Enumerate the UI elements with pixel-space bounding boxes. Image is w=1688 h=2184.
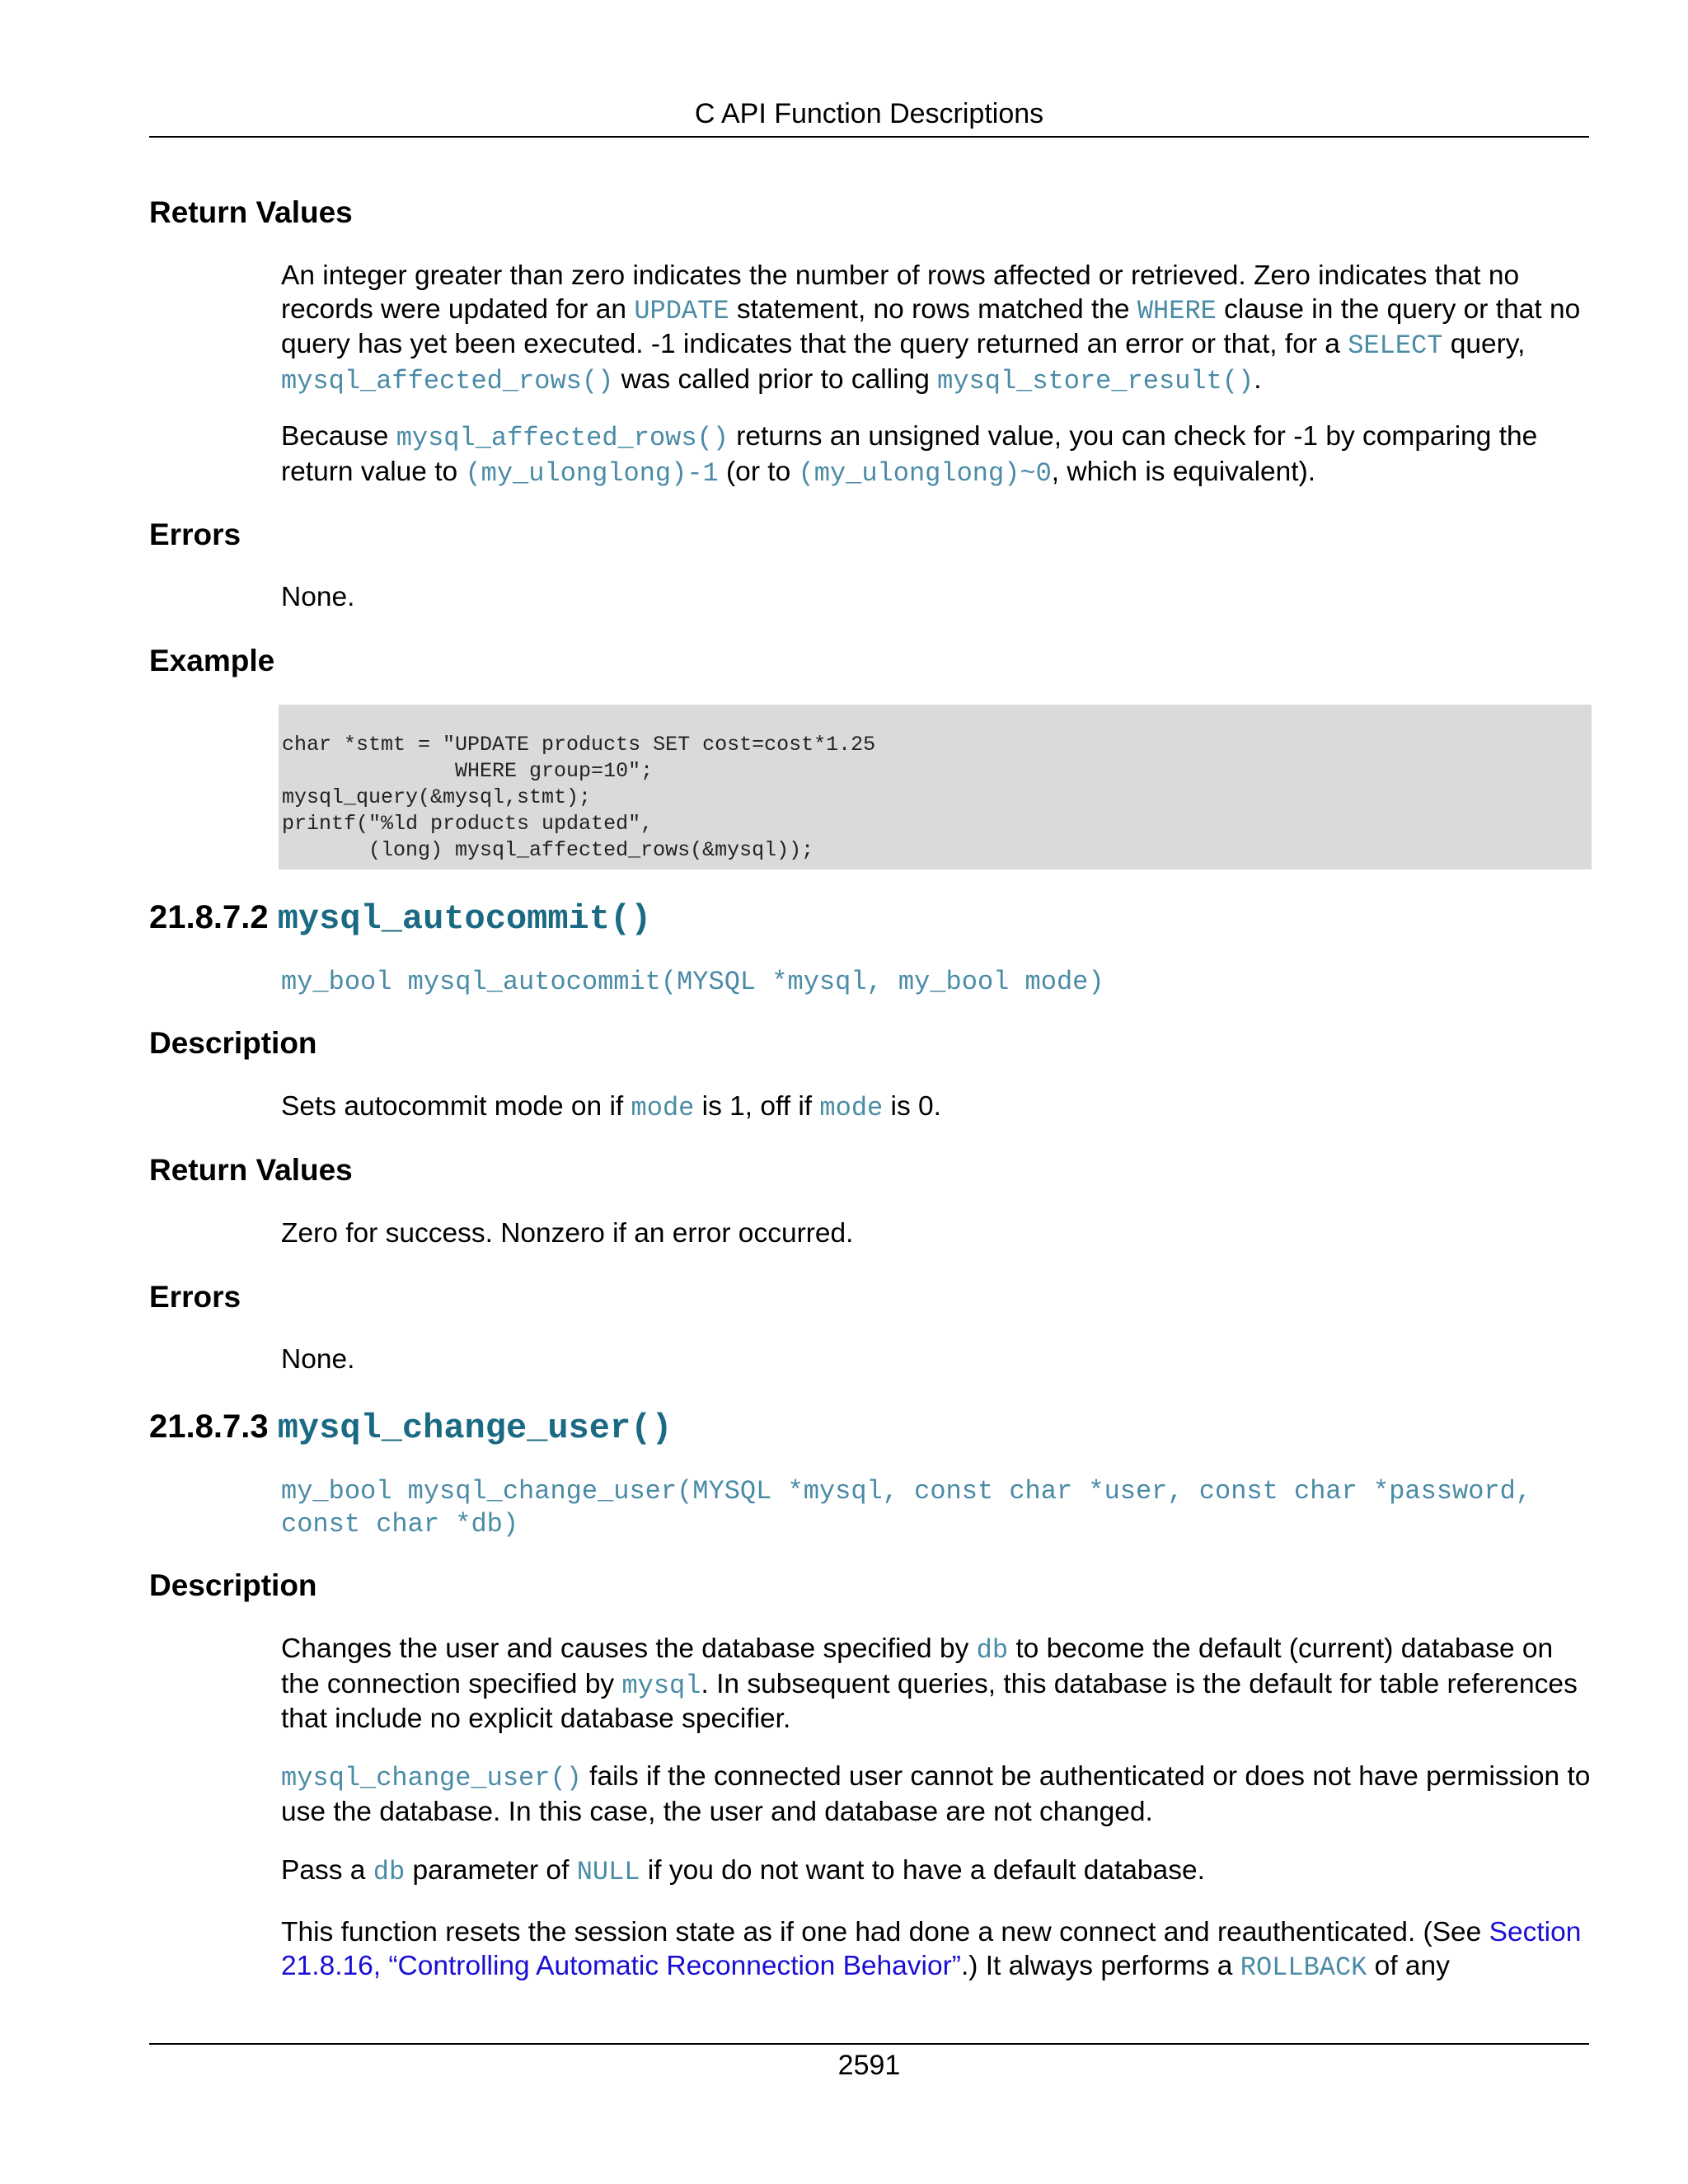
- header-rule: [149, 136, 1589, 138]
- code-mysql-store-result: mysql_store_result(): [937, 365, 1254, 396]
- text: fails if the connected user cannot be authenticated or does not have permission to use the database. In this case, the user and database are not changed.: [281, 1761, 1591, 1827]
- text: if you do not want to have a default database.: [640, 1855, 1205, 1886]
- errors-heading: Errors: [149, 1280, 241, 1314]
- section-heading-mysql-autocommit: [149, 896, 651, 940]
- description-heading: Description: [149, 1568, 317, 1602]
- page-header-title: C API Function Descriptions: [694, 98, 1044, 129]
- text: statement, no rows matched the: [729, 293, 1137, 325]
- code-mode: mode: [819, 1093, 884, 1123]
- text: Changes the user and causes the database specified by: [281, 1633, 977, 1664]
- errors-text: None.: [281, 582, 355, 612]
- code-db: db: [373, 1857, 406, 1887]
- text: .) It always performs a: [960, 1950, 1240, 1981]
- section-number: 21.8.7.2: [149, 899, 269, 935]
- text: query,: [1442, 329, 1526, 359]
- text: was called prior to calling: [613, 363, 938, 395]
- code-where: WHERE: [1137, 295, 1217, 326]
- code-select: SELECT: [1348, 330, 1443, 361]
- code-null: NULL: [576, 1857, 640, 1887]
- section-link[interactable]: Section 21.8.16, “Controlling Automatic Reconnection Behavior”: [281, 1917, 1582, 1981]
- function-name: mysql_autocommit(): [277, 899, 652, 939]
- text: of any: [1367, 1950, 1450, 1981]
- description-paragraph-1: [281, 1633, 1592, 1736]
- code-db: db: [976, 1635, 1009, 1666]
- function-name: mysql_change_user(): [277, 1408, 673, 1448]
- code-mysql-change-user: mysql_change_user(): [281, 1763, 582, 1793]
- return-values-text: Zero for success. Nonzero if an error occurred.: [281, 1218, 854, 1249]
- footer-rule: [149, 2043, 1589, 2045]
- example-code-block: [279, 705, 1592, 869]
- return-values-heading: Return Values: [149, 1153, 353, 1187]
- description-paragraph-3: [281, 1854, 1592, 1890]
- errors-heading: Errors: [149, 518, 241, 551]
- code-ulonglong-tilde-zero: (my_ulonglong)~0: [798, 457, 1052, 489]
- text: This function resets the session state as if one had done a new connect and reauthenticated. (See: [281, 1917, 1489, 1947]
- section-number: 21.8.7.3: [149, 1408, 269, 1445]
- text: Pass a: [281, 1855, 373, 1886]
- code-mysql-affected-rows: mysql_affected_rows(): [281, 365, 614, 396]
- text: Sets autocommit mode on if: [281, 1091, 631, 1122]
- code-mode: mode: [631, 1093, 695, 1123]
- errors-text: None.: [281, 1344, 355, 1375]
- text: is 0.: [883, 1091, 941, 1122]
- code-ulonglong-minus-one: (my_ulonglong)-1: [465, 457, 719, 489]
- text: An integer greater than zero indicates the number of rows affected or retrieved. Zero indicates that no records were updated for an: [281, 260, 1520, 325]
- section-heading-mysql-change-user: [149, 1405, 673, 1450]
- text: to become the default (current) database on the connection specified by: [281, 1633, 1554, 1699]
- text: . In subsequent queries, this database is the default for table references that include no explicit database specifier.: [281, 1668, 1578, 1734]
- description-text: [281, 1090, 1592, 1126]
- description-heading: Description: [149, 1026, 317, 1060]
- text: returns an unsigned value, you can check for -1 by comparing the return value to: [281, 421, 1538, 487]
- code-mysql: mysql: [621, 1670, 701, 1701]
- description-paragraph-2: [281, 1760, 1592, 1829]
- page-number: 2591: [837, 2050, 901, 2081]
- return-values-heading: Return Values: [149, 195, 353, 229]
- return-values-paragraph-1: [281, 260, 1592, 398]
- text: clause in the query or that no query has yet been executed. -1 indicates that the query returned an error or that, for a: [281, 293, 1581, 359]
- code-rollback: ROLLBACK: [1240, 1952, 1367, 1983]
- code-mysql-affected-rows: mysql_affected_rows(): [396, 423, 729, 453]
- return-values-paragraph-2: [281, 420, 1592, 490]
- function-signature: my_bool mysql_change_user(MYSQL *mysql, const char *user, const char *password, const char *db): [281, 1476, 1532, 1540]
- text: , which is equivalent).: [1051, 456, 1316, 487]
- text: Because: [281, 421, 396, 452]
- example-heading: Example: [149, 644, 275, 677]
- example-code: char *stmt = "UPDATE products SET cost=cost*1.25 WHERE group=10"; mysql_query(&mysql,stmt); printf("%ld products updated", (long) mysql_affected_rows(&mysql));: [282, 733, 876, 862]
- code-update: UPDATE: [634, 295, 729, 326]
- text: parameter of: [405, 1855, 577, 1886]
- text: is 1, off if: [694, 1091, 820, 1122]
- text: (or to: [718, 456, 799, 487]
- description-paragraph-4: [281, 1916, 1592, 1985]
- function-signature: my_bool mysql_autocommit(MYSQL *mysql, my_bool mode): [281, 967, 1104, 997]
- text: .: [1254, 363, 1262, 395]
